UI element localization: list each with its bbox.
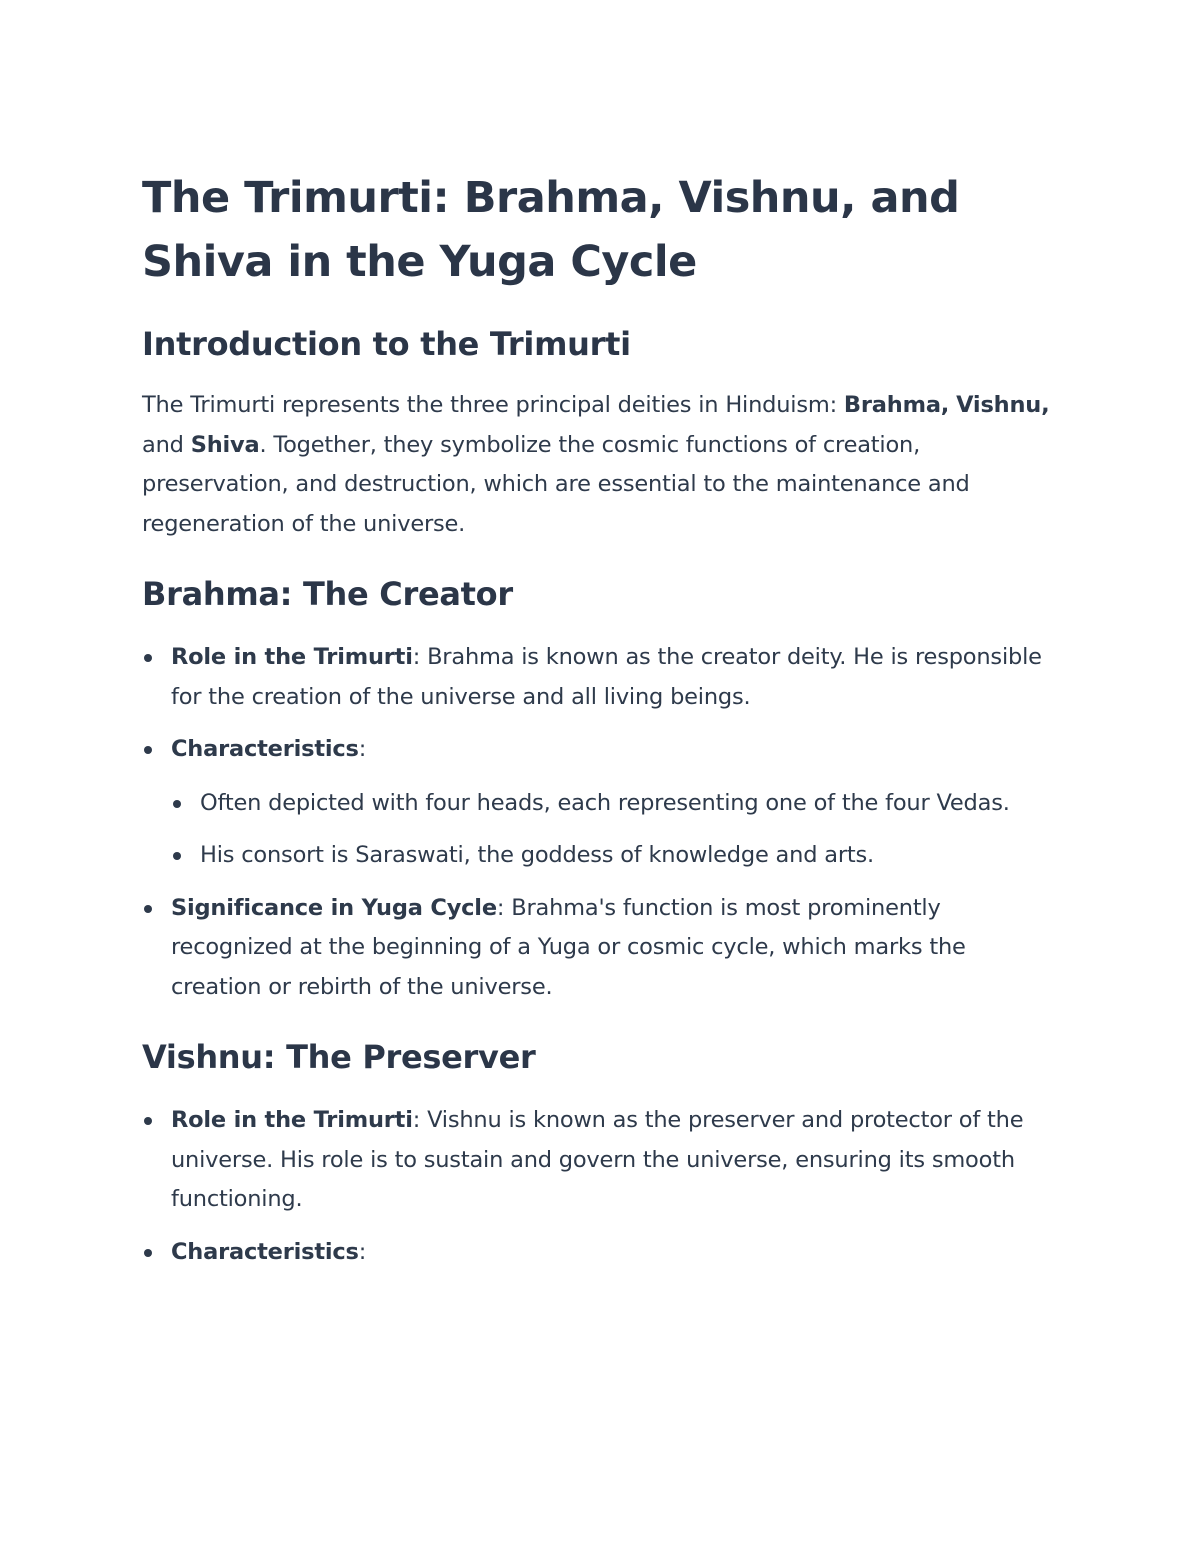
bullet-icon (144, 654, 152, 662)
heading-vishnu: Vishnu: The Preserver (142, 1038, 536, 1076)
list-item (142, 1101, 1062, 1220)
brahma-char-label: Characteristics (171, 736, 359, 762)
intro-text-1: The Trimurti represents the three principal deities in Hinduism: (142, 392, 844, 418)
bullet-icon (144, 1117, 152, 1125)
vishnu-list (142, 1101, 1062, 1272)
heading-brahma: Brahma: The Creator (142, 575, 513, 613)
intro-bold-brahma: Brahma, (843, 392, 950, 418)
brahma-char-item: His consort is Saraswati, the goddess of knowledge and arts. (200, 842, 874, 868)
list-item (142, 1233, 1062, 1273)
document-page (142, 166, 1062, 1272)
intro-bold-vishnu: Vishnu, (956, 392, 1050, 418)
vishnu-char-suffix: : (358, 1238, 367, 1265)
vishnu-char-label: Characteristics (171, 1238, 359, 1265)
list-item (142, 730, 1062, 876)
list-item (142, 638, 1062, 717)
bullet-icon (144, 1249, 152, 1257)
bullet-icon (173, 800, 181, 808)
vishnu-role-label: Role in the Trimurti (171, 1107, 413, 1133)
brahma-sig-text: : Brahma's function is most prominently recognized at the beginning of a Yuga or cosmic cycle, which marks the creation or rebirth of the universe. (171, 894, 966, 1000)
intro-bold-shiva: Shiva (190, 431, 260, 458)
brahma-role-label: Role in the Trimurti (171, 644, 413, 670)
intro-text-4: . Together, they symbolize the cosmic functions of creation, preservation, and destruction, which are essential to the maintenance and regeneration of the universe. (142, 431, 970, 537)
list-item (171, 784, 1062, 824)
vishnu-role-text: : Vishnu is known as the preserver and protector of the universe. His role is to sustain and govern the universe, ensuring its smooth functioning. (171, 1107, 1024, 1212)
heading-introduction: Introduction to the Trimurti (142, 325, 631, 363)
brahma-list (142, 638, 1062, 1007)
intro-paragraph (142, 386, 1062, 544)
brahma-characteristics-list (171, 784, 1062, 876)
brahma-char-suffix: : (358, 736, 367, 762)
bullet-icon (144, 746, 152, 754)
brahma-sig-label: Significance in Yuga Cycle (171, 894, 497, 921)
bullet-icon (144, 905, 152, 913)
list-item (142, 889, 1062, 1008)
bullet-icon (173, 852, 181, 860)
intro-text-3: and (142, 431, 191, 458)
brahma-char-item: Often depicted with four heads, each representing one of the four Vedas. (200, 789, 1010, 816)
brahma-role-text: : Brahma is known as the creator deity. He is responsible for the creation of the universe and all living beings. (171, 644, 1042, 710)
page-title: The Trimurti: Brahma, Vishnu, and Shiva in the Yuga Cycle (142, 173, 960, 287)
list-item (171, 836, 1062, 876)
